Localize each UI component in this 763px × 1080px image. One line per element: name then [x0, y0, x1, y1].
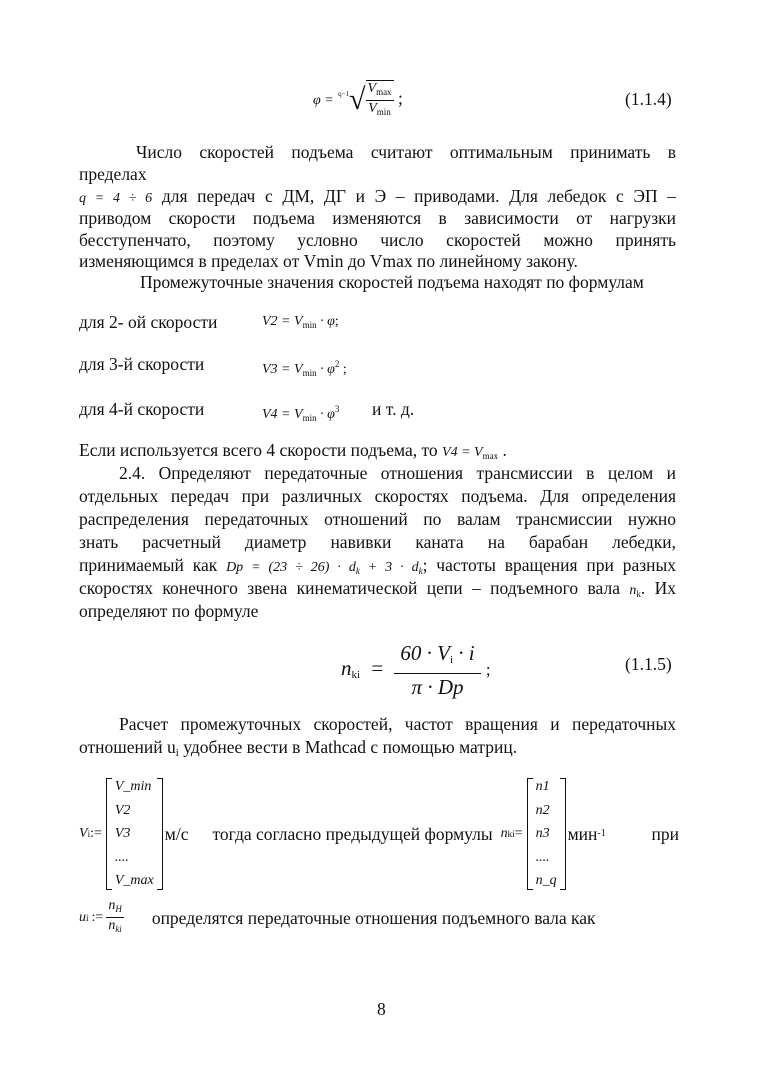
text: при — [651, 824, 679, 844]
formula-1-1-5 — [341, 640, 491, 700]
math-q: q = 4 ÷ 6 — [79, 191, 153, 206]
text-line — [79, 186, 676, 209]
fraction — [106, 898, 124, 937]
cell: V2 — [114, 802, 131, 818]
den-sub: min — [376, 107, 391, 117]
speed-label: для 2- ой скорости — [79, 312, 218, 332]
num-sub: i — [449, 654, 454, 666]
frequency-matrix — [527, 778, 566, 890]
equation-number: (1.1.5) — [625, 654, 672, 674]
root-fraction — [366, 80, 394, 120]
cell: V_min — [114, 779, 152, 794]
lhs-sub: ki — [351, 668, 361, 681]
lhs: n — [341, 655, 352, 680]
pow: 2 — [334, 359, 340, 369]
f: V2 = V — [262, 314, 303, 329]
num-sub: max — [376, 87, 392, 97]
sub: max — [482, 451, 499, 461]
speed-formula — [262, 312, 339, 335]
sub: k — [418, 566, 423, 576]
root-sign: √ — [349, 83, 366, 116]
text-line — [79, 737, 676, 763]
f: V4 = V — [262, 407, 303, 422]
text: определятся передаточные отношения подъемного вала как — [151, 907, 596, 928]
speed-label: для 4-й скорости — [79, 399, 205, 419]
sub: min — [302, 320, 317, 330]
den: V — [368, 101, 377, 116]
tail: ; — [334, 314, 339, 329]
text: ; частоты вращения при разных — [422, 555, 676, 575]
text: принимаемый как — [79, 555, 218, 575]
assign: := — [91, 909, 104, 925]
speed-label: для 3-й скорости — [79, 354, 205, 374]
equation-number: (1.1.4) — [625, 89, 672, 109]
cell: V3 — [114, 826, 131, 841]
etc-text: и т. д. — [372, 399, 415, 419]
eq: = — [371, 655, 384, 680]
sub: k — [355, 566, 360, 576]
num: 60 · V — [400, 641, 450, 665]
rhs-sub: ki — [507, 829, 515, 839]
semicolon: ; — [485, 659, 491, 679]
tail: ; — [342, 362, 347, 377]
num: V — [367, 81, 377, 96]
matrix-line — [79, 776, 679, 892]
cell: n2 — [535, 802, 550, 818]
text-line: Расчет промежуточных скоростей, частот вращения и передаточных — [119, 714, 676, 734]
den: n — [108, 918, 116, 933]
sub: min — [302, 413, 317, 423]
text-line: изменяющимся в пределах от Vmin до Vmax по линейному закону. — [79, 251, 578, 271]
velocity-matrix — [106, 778, 163, 890]
text-line: 2.4. Определяют передаточные отношения трансмиссии в целом и — [119, 463, 676, 483]
f: V3 = V — [262, 362, 303, 377]
num-sub: H — [115, 904, 122, 914]
cell: .... — [114, 849, 129, 865]
nk: n — [629, 583, 637, 598]
f2: + 3 · d — [359, 560, 419, 575]
page-number: 8 — [377, 999, 386, 1019]
cell: V_max — [114, 873, 154, 888]
op: · φ — [320, 407, 335, 422]
lhs-sub: i — [86, 912, 89, 923]
pow: 3 — [334, 404, 340, 414]
cell: .... — [535, 849, 550, 865]
lhs-sub: i — [87, 829, 91, 839]
eq: = — [514, 826, 523, 841]
text-line: приводом скорости подъема изменяются в зависимости от нагрузки — [79, 208, 676, 228]
formula-dp — [226, 560, 423, 575]
text: Если используется всего 4 скорости подъема, то — [79, 440, 438, 460]
text-line: Промежуточные значения скоростей подъема находят по формулам — [140, 272, 644, 292]
text-line: знать расчетный диаметр навивки каната на барабан лебедки, — [79, 532, 676, 552]
formula-1-1-4 — [313, 80, 403, 120]
text: скоростях конечного звена кинематической цепи – подъемного вала — [79, 578, 620, 598]
speed-formula — [262, 399, 339, 428]
op: · φ — [320, 362, 335, 377]
cell: n_q — [535, 873, 557, 888]
unit: м/с — [164, 824, 189, 844]
f: Dp = (23 ÷ 26) · d — [226, 560, 356, 575]
unit-sup: -1 — [597, 828, 606, 839]
text-line: Число скоростей подъема считают оптимальным принимать в — [136, 142, 676, 162]
text: отношений u — [79, 737, 176, 757]
semicolon: ; — [397, 88, 403, 109]
sub: i — [175, 747, 179, 759]
text-line: распределения передаточных отношений по валам трансмиссии нужно — [79, 509, 676, 529]
text: . Их — [640, 578, 676, 598]
f: V4 = V — [442, 445, 483, 460]
cell: n3 — [535, 826, 550, 841]
lhs: V — [79, 826, 88, 841]
sub: k — [636, 589, 641, 599]
num: n — [108, 898, 116, 913]
den-sub: ki — [115, 924, 122, 934]
lhs: u — [79, 909, 86, 925]
den: π · Dp — [411, 675, 464, 699]
num-tail: · i — [453, 641, 475, 665]
root-index: q−1 — [338, 90, 350, 99]
text-line: пределах — [79, 164, 147, 184]
cell: n1 — [535, 779, 550, 794]
sub: min — [302, 368, 317, 378]
formula-lhs: φ = — [313, 93, 334, 109]
rhs: n — [500, 826, 508, 841]
fraction — [394, 640, 480, 700]
tail: . — [502, 440, 507, 460]
text-line: отдельных передач при различных скоростях подъема. Для определения — [79, 486, 676, 506]
assign: := — [90, 826, 102, 841]
op: · φ — [320, 314, 335, 329]
text-line: бесступенчато, поэтому условно число скоростей можно принять — [79, 230, 676, 250]
text: для передач с ДМ, ДГ и Э – приводами. Для лебедок с ЭП – — [161, 186, 676, 206]
text-line: определяют по формуле — [79, 601, 259, 621]
ui-line — [79, 898, 596, 937]
text: тогда согласно предыдущей формулы — [212, 824, 493, 844]
text: удобнее вести в Mathcad с помощью матриц. — [178, 737, 518, 757]
unit: мин — [567, 824, 598, 844]
speed-formula — [262, 354, 347, 383]
